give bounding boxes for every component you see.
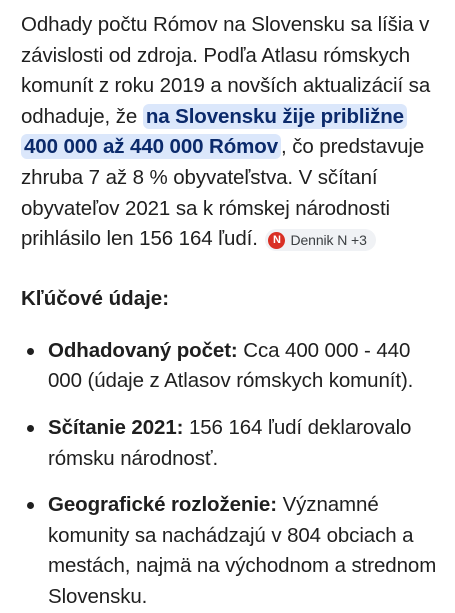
intro-text-before: Odhady počtu Rómov na Slovensku sa líšia v závislosti od zdroja. Podľa Atlasu rómskych komunít z roku 2019 a novších aktualizácií sa odhaduje, že <box>21 13 431 128</box>
bullet-icon <box>27 502 34 509</box>
bullet-icon <box>27 425 34 432</box>
dennik-n-logo-icon: N <box>268 232 285 249</box>
fact-label: Geografické rozloženie: <box>48 493 277 517</box>
intro-text-after: , čo predstavuje zhruba 7 až 8 % obyvateľstva. V sčítaní obyvateľov 2021 sa k rómskej národnosti prihlásilo len 156 164 ľudí. <box>21 135 425 251</box>
key-facts-heading: Kľúčové údaje: <box>21 286 170 310</box>
fact-text: Významné komunity sa nachádzajú v 804 obciach a mestách, najmä na východnom a strednom Slovensku. <box>48 493 437 608</box>
fact-text: 156 164 ľudí deklarovalo rómsku národnosť. <box>48 415 412 470</box>
source-chip[interactable] <box>265 229 375 251</box>
list-item <box>21 490 437 612</box>
fact-label: Sčítanie 2021: <box>48 415 184 439</box>
list-item <box>21 413 437 474</box>
fact-label: Odhadovaný počet: <box>48 338 238 362</box>
list-item <box>21 336 437 397</box>
source-chip-label: Dennik N +3 <box>290 232 367 249</box>
bullet-icon <box>27 348 34 355</box>
fact-text: Cca 400 000 - 440 000 (údaje z Atlasov rómskych komunít). <box>48 338 414 393</box>
highlighted-estimate[interactable]: na Slovensku žije približne 400 000 až 440 000 Rómov <box>21 104 407 160</box>
intro-paragraph <box>21 10 437 255</box>
key-facts-list <box>21 336 437 613</box>
